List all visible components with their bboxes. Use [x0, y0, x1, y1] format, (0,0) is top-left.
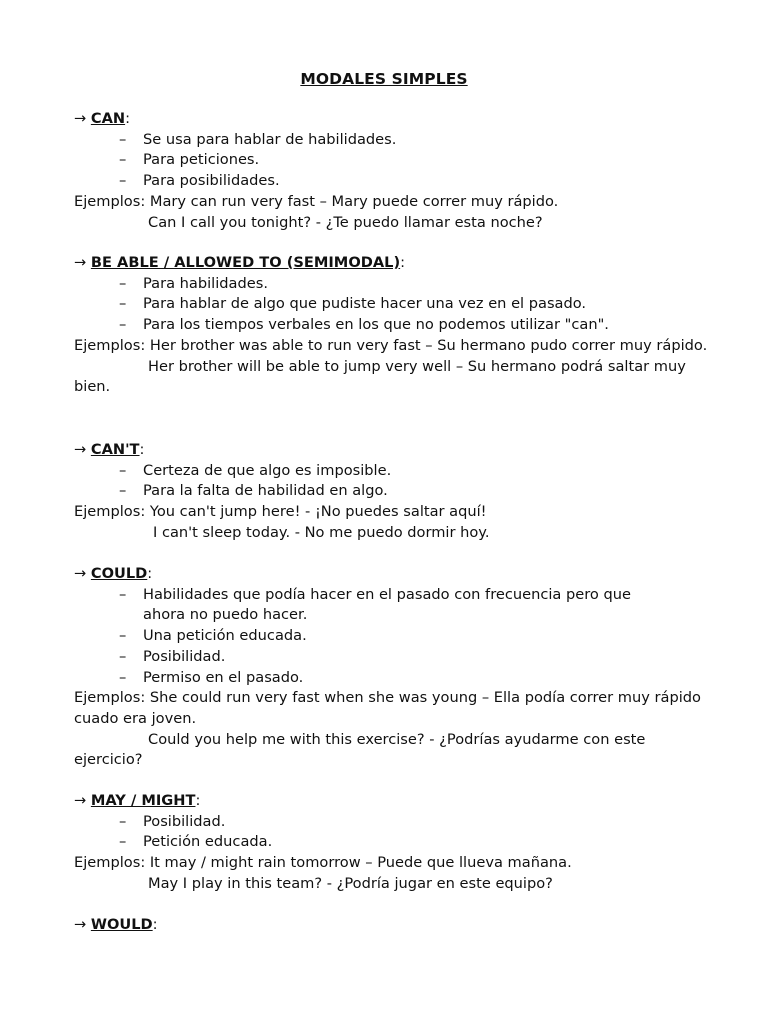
- example-line: May I play in this team? - ¿Podría jugar en este equipo?: [148, 874, 553, 892]
- example-line: Could you help me with this exercise? - ¿Podrías ayudarme con este ejercicio?: [74, 730, 646, 769]
- section-heading: → MAY / MIGHT:: [74, 792, 201, 809]
- section-cant: [74, 440, 714, 544]
- section-could: [74, 564, 714, 771]
- example-line: Ejemplos: Mary can run very fast – Mary puede correr muy rápido.: [74, 192, 559, 210]
- list-item: – Para los tiempos verbales en los que no podemos utilizar "can".: [119, 316, 609, 334]
- page-title: MODALES SIMPLES: [300, 70, 468, 88]
- bullet-list: [74, 461, 714, 502]
- heading-label: BE ABLE / ALLOWED TO (SEMIMODAL): [90, 254, 401, 271]
- section-would: [74, 915, 714, 936]
- section-can: [74, 109, 714, 233]
- list-item-text: Permiso en el pasado.: [143, 668, 304, 686]
- heading-label: MAY / MIGHT: [90, 792, 196, 809]
- section-be-able: [74, 253, 714, 398]
- section-heading: → COULD:: [74, 565, 153, 582]
- section-may-might: [74, 791, 714, 895]
- list-item-text: Para la falta de habilidad en algo.: [143, 482, 388, 500]
- list-item: – Posibilidad.: [119, 647, 226, 665]
- list-item-text: Para hablar de algo que pudiste hacer una vez en el pasado.: [143, 295, 587, 313]
- list-item: – Se usa para hablar de habilidades.: [119, 130, 397, 148]
- example-line: Can I call you tonight? - ¿Te puedo llamar esta noche?: [148, 213, 543, 231]
- list-item: – Para posibilidades.: [119, 172, 280, 190]
- list-item-text: Se usa para hablar de habilidades.: [143, 130, 397, 148]
- section-heading: → CAN:: [74, 110, 131, 127]
- list-item: – Para hablar de algo que pudiste hacer una vez en el pasado.: [119, 295, 587, 313]
- heading-label: CAN: [90, 110, 126, 127]
- section-heading: → WOULD:: [74, 916, 158, 933]
- list-item-text: Para los tiempos verbales en los que no podemos utilizar "can".: [143, 316, 609, 334]
- list-item: – Petición educada.: [119, 833, 273, 851]
- bullet-list: [74, 812, 714, 853]
- section-heading: → CAN'T:: [74, 441, 145, 458]
- list-item-text: Para posibilidades.: [143, 172, 280, 190]
- heading-label: COULD: [90, 565, 148, 582]
- example-line: Ejemplos: Her brother was able to run very fast – Su hermano pudo correr muy rápido.: [74, 336, 708, 354]
- list-item-text: Para peticiones.: [143, 151, 260, 169]
- list-item: – Posibilidad.: [119, 812, 226, 830]
- list-item-text: Certeza de que algo es imposible.: [143, 461, 392, 479]
- list-item-text: Petición educada.: [143, 833, 273, 851]
- example-line: Her brother will be able to jump very well – Su hermano podrá saltar muy bien.: [74, 357, 686, 396]
- list-item-text: Posibilidad.: [143, 812, 226, 830]
- bullet-list: [74, 130, 714, 192]
- list-item-text: Habilidades que podía hacer en el pasado con frecuencia pero que ahora no puedo hacer.: [143, 585, 631, 624]
- example-line: I can't sleep today. - No me puedo dormir hoy.: [153, 523, 490, 541]
- heading-label: WOULD: [90, 916, 153, 933]
- list-item-text: Una petición educada.: [143, 627, 307, 645]
- example-line: Ejemplos: She could run very fast when she was young – Ella podía correr muy rápido cuado era joven.: [74, 689, 701, 727]
- bullet-list: [74, 274, 714, 336]
- list-item: – Para peticiones.: [119, 151, 260, 169]
- list-item: – Para la falta de habilidad en algo.: [119, 482, 388, 500]
- list-item: – Permiso en el pasado.: [119, 668, 304, 686]
- section-heading: → BE ABLE / ALLOWED TO (SEMIMODAL):: [74, 254, 406, 271]
- list-item: – Habilidades que podía hacer en el pasado con frecuencia pero que ahora no puedo hacer.: [119, 585, 631, 624]
- list-item: – Una petición educada.: [119, 627, 307, 645]
- example-line: Ejemplos: It may / might rain tomorrow – Puede que llueva mañana.: [74, 854, 572, 872]
- list-item: – Certeza de que algo es imposible.: [119, 461, 392, 479]
- heading-label: CAN'T: [90, 441, 140, 458]
- list-item-text: Posibilidad.: [143, 647, 226, 665]
- list-item-text: Para habilidades.: [143, 274, 268, 292]
- example-line: Ejemplos: You can't jump here! - ¡No puedes saltar aquí!: [74, 503, 487, 521]
- bullet-list: [74, 585, 714, 689]
- list-item: – Para habilidades.: [119, 274, 268, 292]
